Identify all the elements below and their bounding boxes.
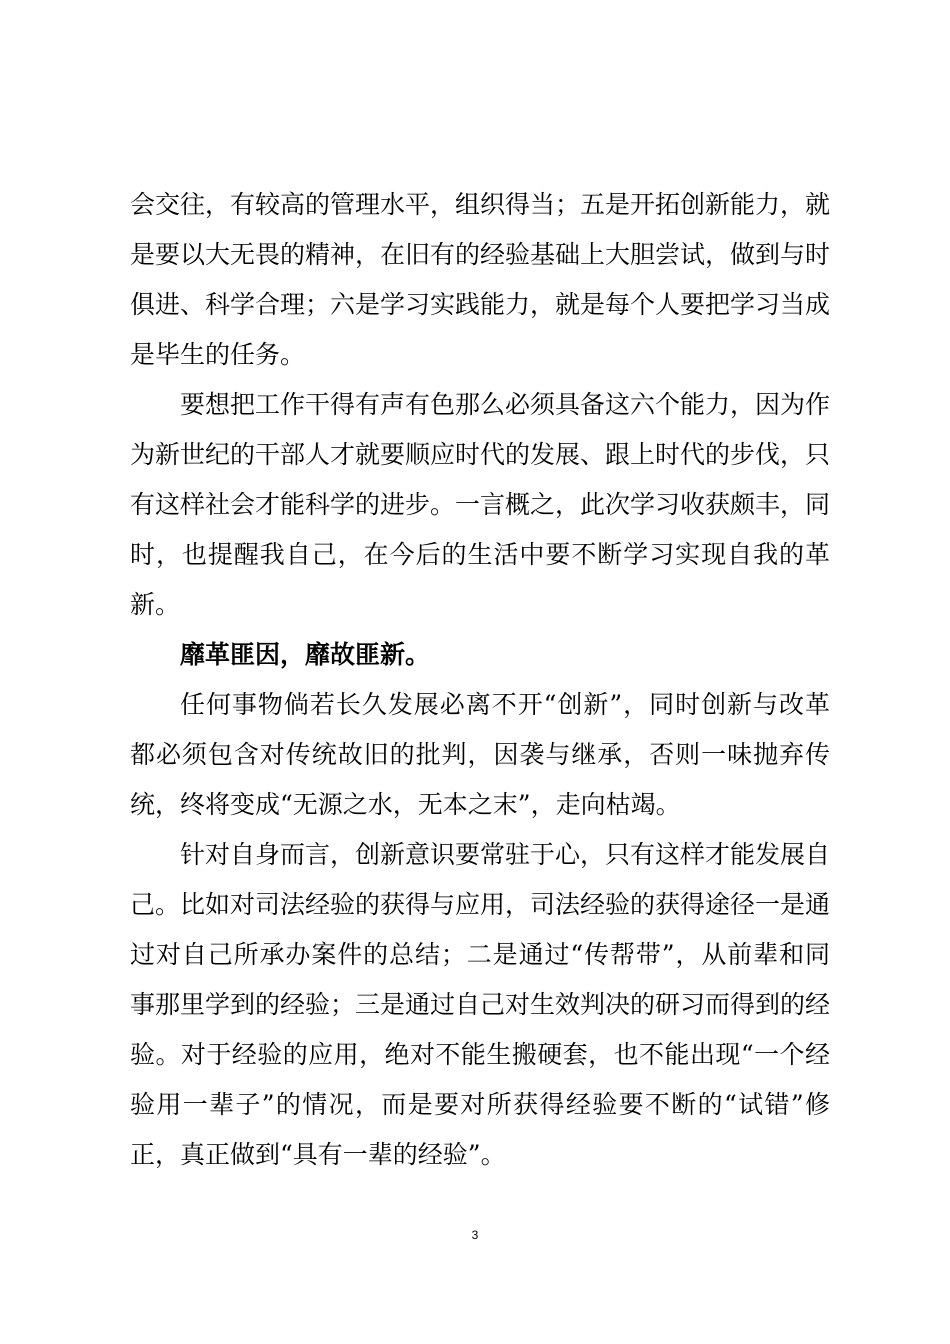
paragraph-3: 任何事物倘若长久发展必离不开“创新”，同时创新与改革都必须包含对传统故旧的批判，因袭与继承，否则一味抛弃传统，终将变成“无源之水，无本之末”，走向枯竭。 <box>130 690 830 819</box>
paragraph-4: 针对自身而言，创新意识要常驻于心，只有这样才能发展自己。比如对司法经验的获得与应用，司法经验的获得途径一是通过对自己所承办案件的总结；二是通过“传帮带”，从前辈和同事那里学到的经验；三是通过自己对生效判决的研习而得到的经验。对于经验的应用，绝对不能生搬硬套，也不能出现“一个经验用一辈子”的情况，而是要对所获得经验要不断的“试错”修正，真正做到“具有一辈的经验”。 <box>130 840 831 1169</box>
paragraph-1: 会交往，有较高的管理水平，组织得当；五是开拓创新能力，就是要以大无畏的精神，在旧有的经验基础上大胆尝试，做到与时俱进、科学合理；六是学习实践能力，就是每个人要把学习当成是毕生的任务。 <box>130 190 831 369</box>
paragraph-2: 要想把工作干得有声有色那么必须具备这六个能力，因为作为新世纪的干部人才就要顺应时代的发展、跟上时代的步伐，只有这样社会才能科学的进步。一言概之，此次学习收获颇丰，同时，也提醒我自己，在今后的生活中要不断学习实现自我的革新。 <box>130 390 831 619</box>
document-body <box>130 180 830 1180</box>
page-number: 3 <box>471 1228 479 1242</box>
section-heading: 靡革匪因，靡故匪新。 <box>180 640 431 669</box>
